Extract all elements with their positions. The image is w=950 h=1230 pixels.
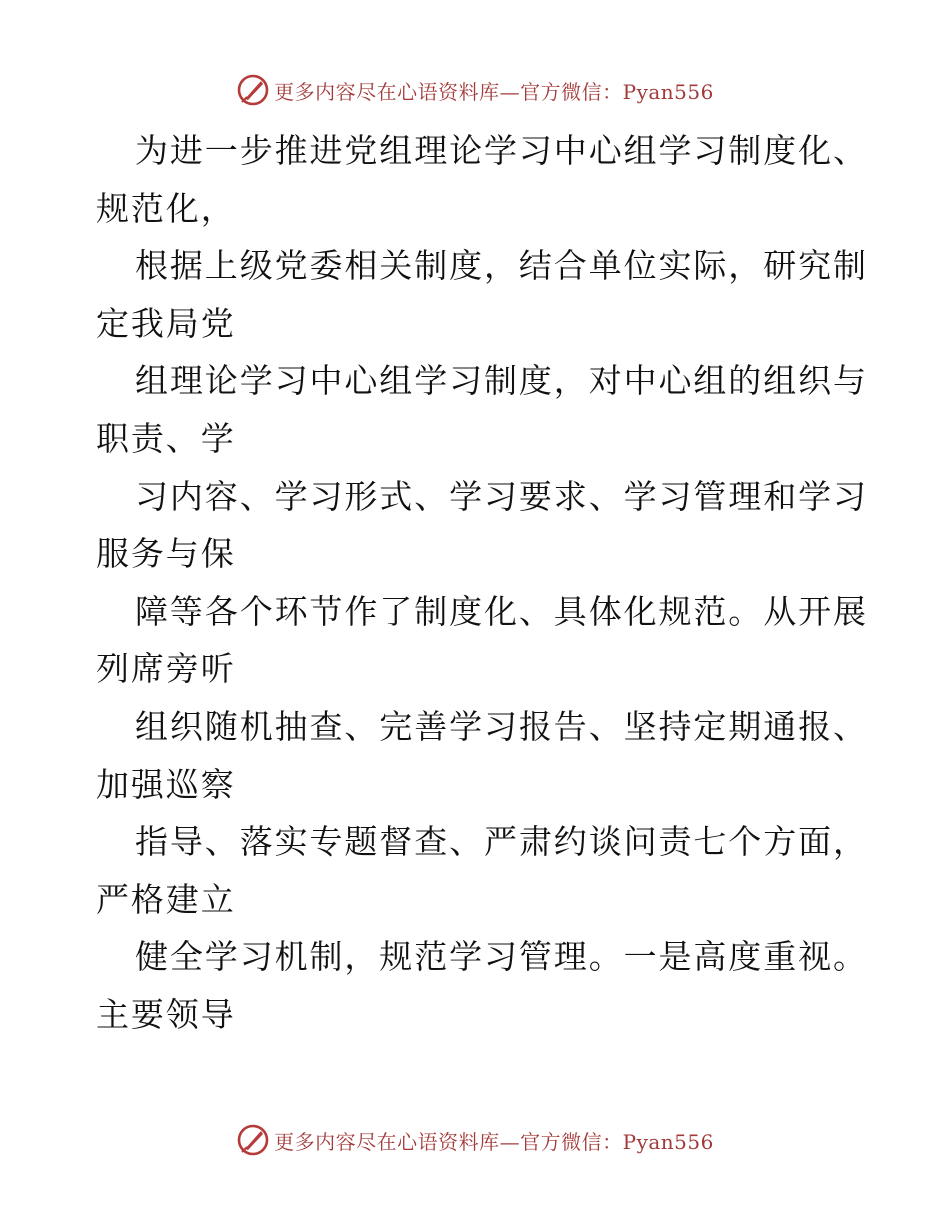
paragraph-line: 加强巡察 bbox=[96, 764, 236, 804]
paragraph-line: 指导、落实专题督查、严肃约谈问责七个方面， bbox=[135, 822, 868, 862]
paragraph-line: 规范化， bbox=[96, 188, 236, 228]
paragraph-line: 职责、学 bbox=[96, 418, 236, 458]
paragraph-line: 根据上级党委相关制度，结合单位实际，研究制 bbox=[135, 246, 868, 286]
paragraph-line: 严格建立 bbox=[96, 879, 236, 919]
header-banner bbox=[0, 70, 950, 110]
paragraph-line: 组理论学习中心组学习制度，对中心组的组织与 bbox=[135, 361, 868, 401]
header-banner-text: 更多内容尽在心语资料库—官方微信：Pyan556 bbox=[274, 79, 714, 104]
paragraph-line: 为进一步推进党组理论学习中心组学习制度化、 bbox=[135, 131, 868, 170]
footer-banner-text: 更多内容尽在心语资料库—官方微信：Pyan556 bbox=[274, 1129, 714, 1154]
paragraph-line: 健全学习机制，规范学习管理。一是高度重视。 bbox=[135, 937, 868, 977]
paragraph-line: 服务与保 bbox=[96, 534, 236, 574]
paragraph-line: 组织随机抽查、完善学习报告、坚持定期通报、 bbox=[135, 706, 868, 746]
quill-pen-icon bbox=[236, 1123, 270, 1157]
paragraph-line: 定我局党 bbox=[96, 303, 236, 343]
paragraph-line: 习内容、学习形式、学习要求、学习管理和学习 bbox=[135, 476, 868, 516]
paragraph-line: 障等各个环节作了制度化、具体化规范。从开展 bbox=[135, 591, 868, 631]
paragraph-line: 列席旁听 bbox=[96, 649, 236, 689]
quill-pen-icon bbox=[236, 73, 270, 107]
document-body bbox=[96, 122, 868, 1044]
footer-banner bbox=[0, 1120, 950, 1160]
paragraph-line: 主要领导 bbox=[96, 994, 236, 1034]
